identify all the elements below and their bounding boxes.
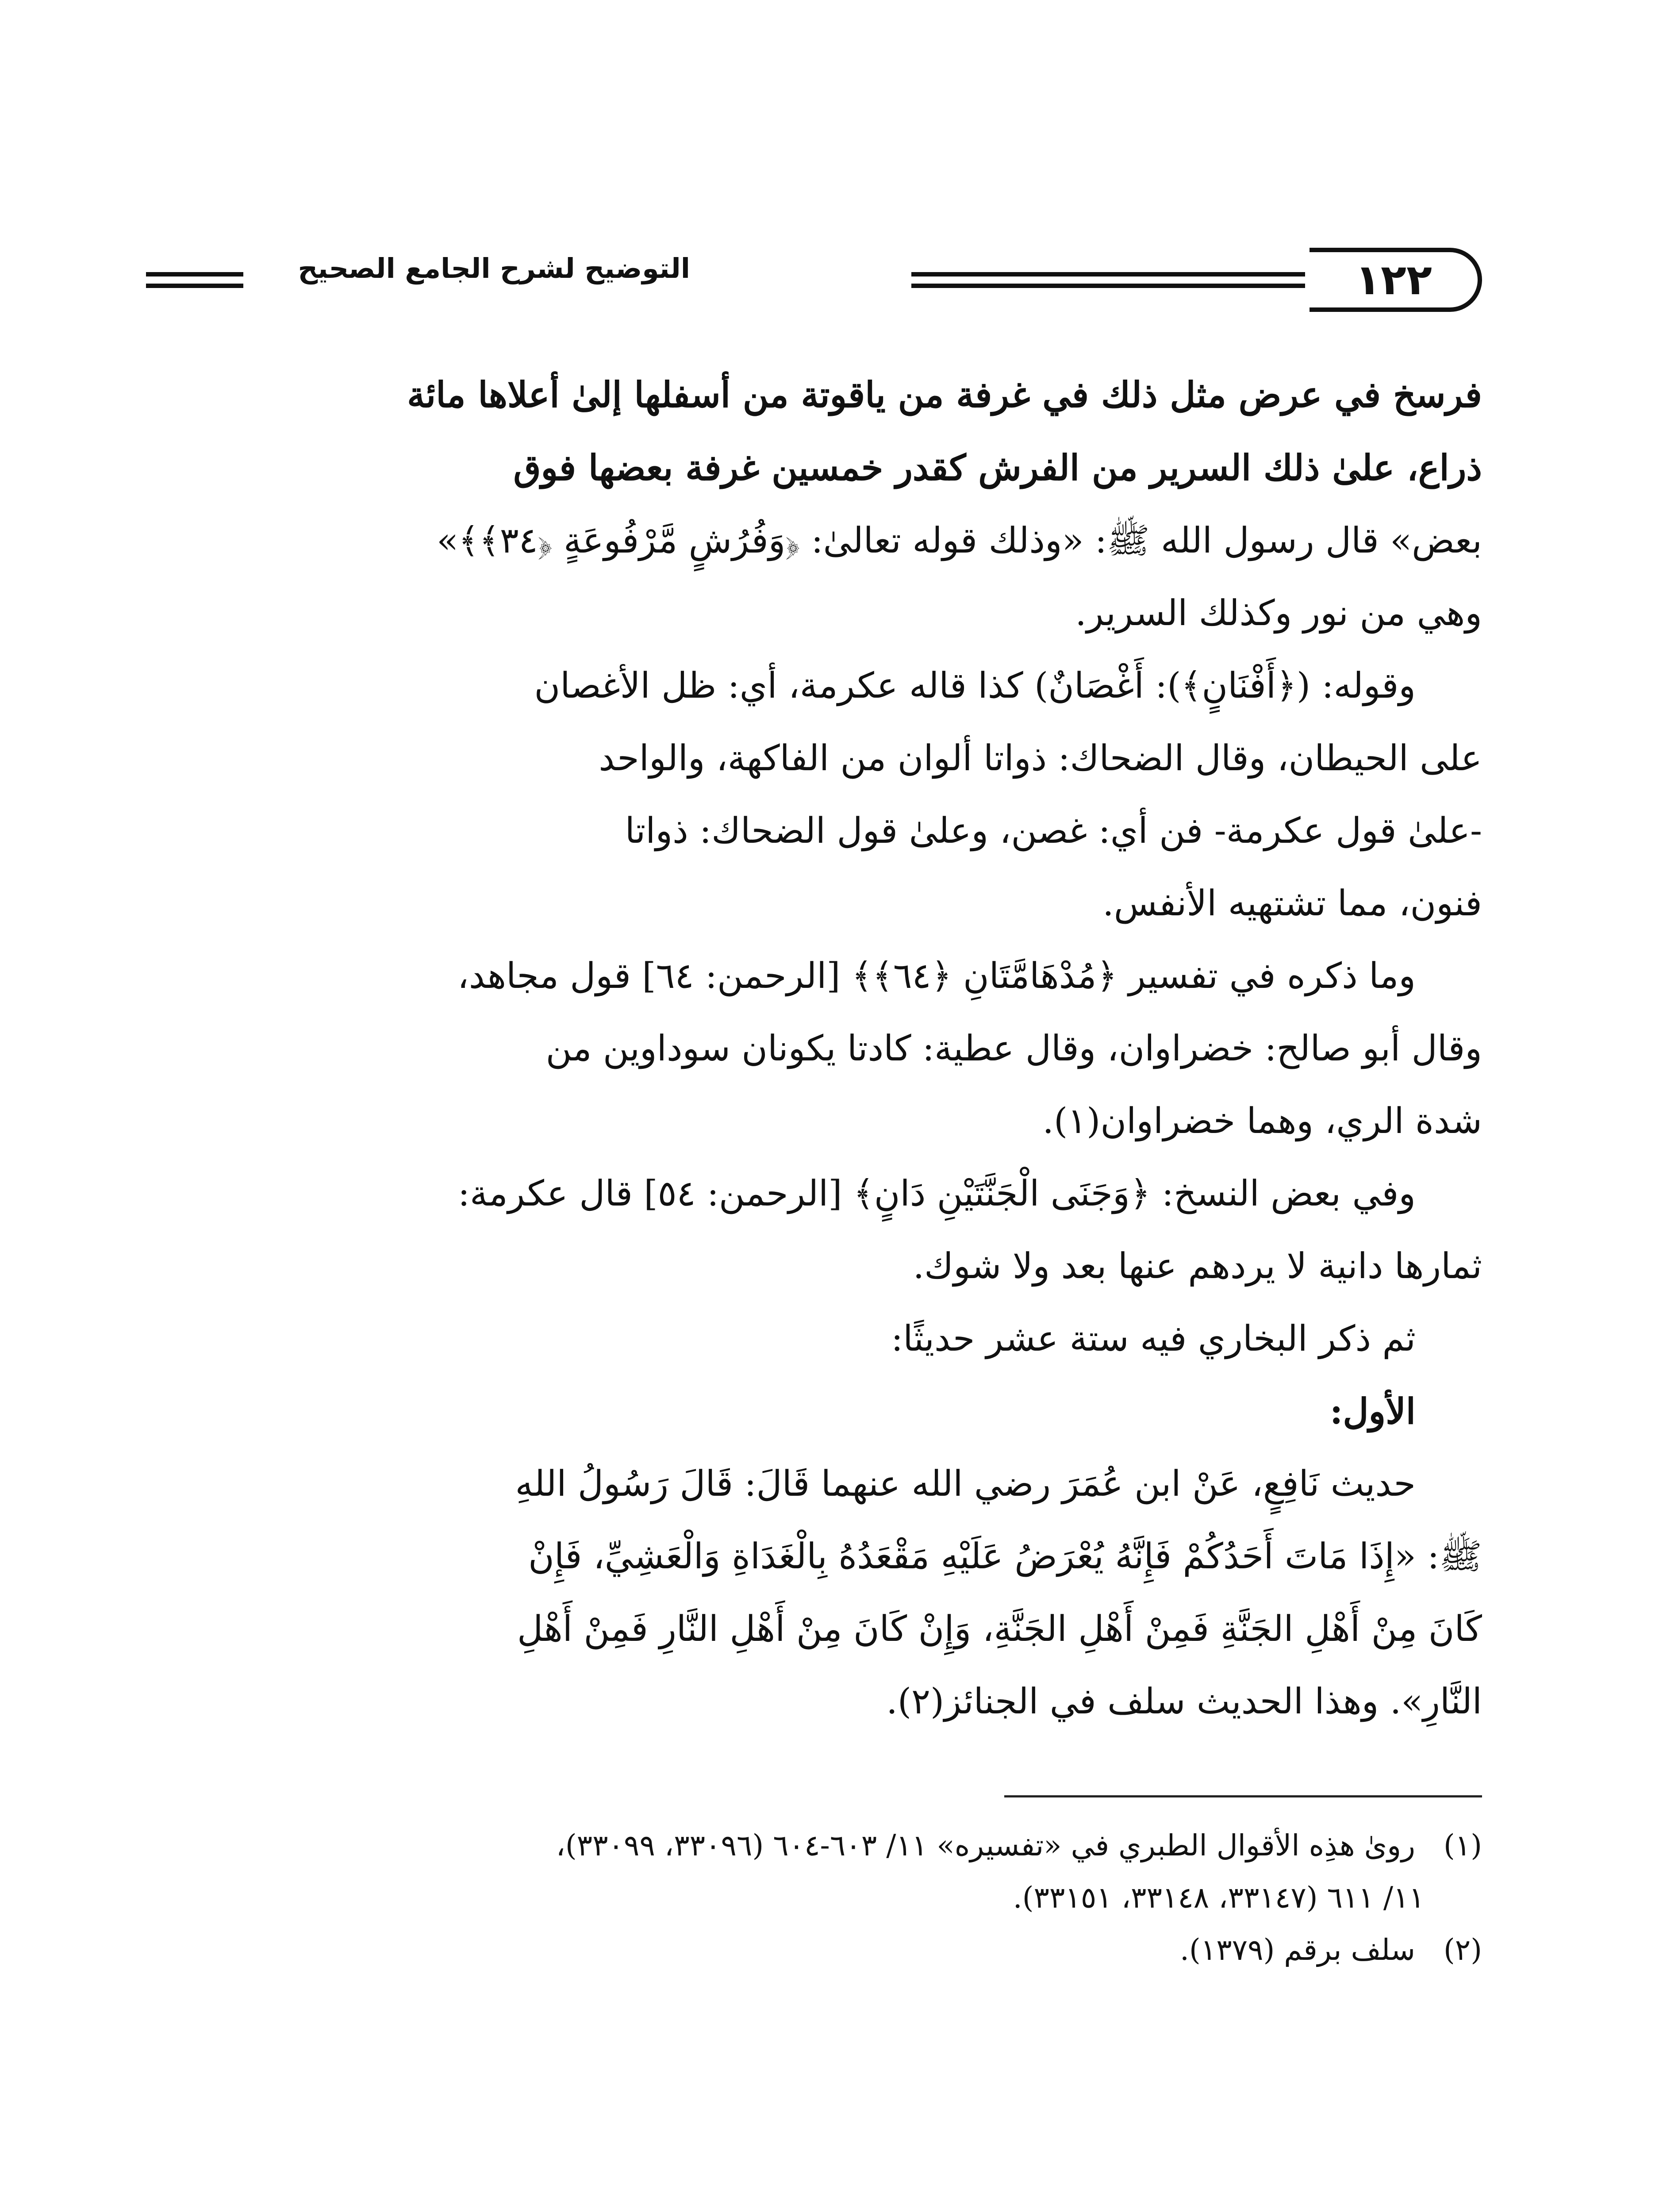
- text-line: ثمارها دانية لا يردهم عنها بعد ولا شوك.: [913, 1245, 1482, 1286]
- running-title: التوضيح لشرح الجامع الصحيح: [298, 252, 690, 284]
- text-line: ذراع، علىٰ ذلك السرير من الفرش كقدر خمسين غرفة بعضها فوق: [513, 447, 1482, 488]
- text-line: النَّارِ». وهذا الحديث سلف في الجنائز(٢).: [886, 1681, 1482, 1722]
- footnote-rule: [1004, 1795, 1482, 1797]
- body-text: [146, 358, 1482, 1738]
- text-line: شدة الري، وهما خضراوان(١).: [1042, 1100, 1482, 1141]
- text-line: كَانَ مِنْ أَهْلِ الجَنَّةِ فَمِنْ أَهْلِ الجَنَّةِ، وَإِنْ كَانَ مِنْ أَهْلِ النَّارِ فَمِنْ أَهْلِ: [517, 1608, 1482, 1649]
- footnote-number: (١): [1444, 1828, 1482, 1863]
- footnote-text: ١١/ ٦١١ (٣٣١٤٧، ٣٣١٤٨، ٣٣١٥١).: [1013, 1881, 1425, 1915]
- footnotes: [146, 1820, 1482, 1976]
- footnote-text: سلف برقم (١٣٧٩).: [1180, 1933, 1416, 1967]
- text-line: بعض» قال رسول الله ﷺ: «وذلك قوله تعالىٰ: ﴿وَفُرُشٍ مَّرْفُوعَةٍ ﴿٣٤﴾﴾»: [437, 520, 1482, 561]
- text-line: -علىٰ قول عكرمة- فن أي: غصن، وعلىٰ قول الضحاك: ذواتا: [625, 810, 1482, 851]
- footnote: [146, 1924, 1482, 1976]
- section-heading: [146, 1375, 1482, 1448]
- text-line: وقوله: (﴿أَفْنَانٍ﴾): أَغْصَانٌ) كذا قاله عكرمة، أي: ظل الأغصان: [534, 665, 1416, 706]
- header-rule-left: [146, 272, 243, 276]
- paragraph: [146, 940, 1482, 1157]
- text-line: وما ذكره في تفسير ﴿مُدْهَامَّتَانِ ﴿٦٤﴾﴾ [الرحمن: ٦٤] قول مجاهد،: [457, 955, 1416, 996]
- paragraph: [146, 1448, 1482, 1738]
- text-line: فنون، مما تشتهيه الأنفس.: [1102, 883, 1482, 924]
- book-page: [146, 230, 1482, 1976]
- footnote-continuation: [146, 1872, 1425, 1924]
- text-line: ثم ذكر البخاري فيه ستة عشر حديثًا:: [891, 1318, 1416, 1359]
- paragraph: [146, 1302, 1482, 1375]
- page-number: ١٢٢: [1355, 255, 1432, 304]
- text-line: وفي بعض النسخ: ﴿وَجَنَى الْجَنَّتَيْنِ دَانٍ﴾ [الرحمن: ٥٤] قال عكرمة:: [458, 1173, 1416, 1214]
- text-line: ﷺ: «إِذَا مَاتَ أَحَدُكُمْ فَإِنَّهُ يُعْرَضُ عَلَيْهِ مَقْعَدُهُ بِالْغَدَاةِ وَالْعَشِيِّ، فَإِنْ: [528, 1536, 1482, 1577]
- text-line: حديث نَافِعٍ، عَنْ ابن عُمَرَ رضي الله عنهما قَالَ: قَالَ رَسُولُ اللهِ: [515, 1463, 1416, 1504]
- footnote-number: (٢): [1444, 1933, 1482, 1967]
- paragraph: [146, 1157, 1482, 1302]
- page-number-badge: [1310, 248, 1482, 312]
- text-line: فرسخ في عرض مثل ذلك في غرفة من ياقوتة من أسفلها إلىٰ أعلاها مائة: [407, 374, 1482, 415]
- page-header: [146, 230, 1482, 327]
- paragraph: [146, 649, 1482, 940]
- footnote-text: روىٰ هذِه الأقوال الطبري في «تفسيره» ١١/ ٦٠٣-٦٠٤ (٣٣٠٩٦، ٣٣٠٩٩)،: [556, 1828, 1416, 1863]
- header-rule-right: [911, 272, 1305, 276]
- footnote: [146, 1820, 1482, 1872]
- paragraph: [146, 358, 1482, 649]
- text-line: الأول:: [1329, 1390, 1416, 1432]
- text-line: وقال أبو صالح: خضراوان، وقال عطية: كادتا يكونان سوداوين من: [545, 1028, 1482, 1069]
- text-line: وهي من نور وكذلك السرير.: [1075, 592, 1482, 634]
- text-line: على الحيطان، وقال الضحاك: ذواتا ألوان من الفاكهة، والواحد: [599, 737, 1482, 779]
